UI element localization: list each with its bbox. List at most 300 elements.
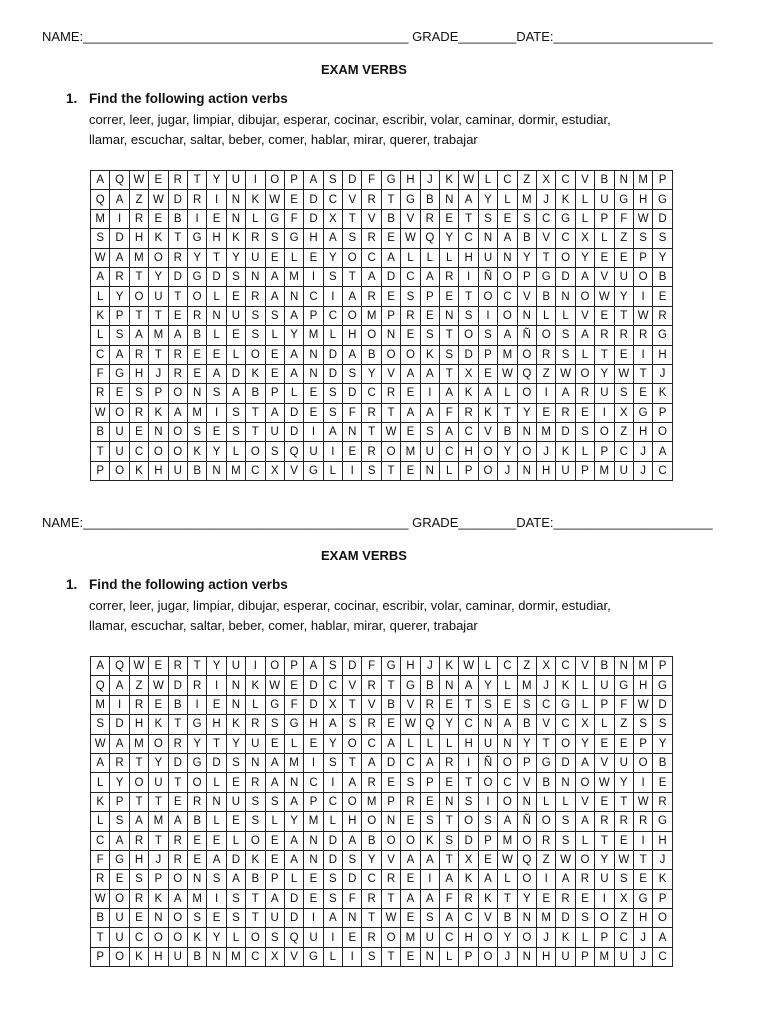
grid-cell: F (614, 209, 633, 228)
grid-cell: Y (517, 403, 536, 422)
grid-cell: S (420, 423, 439, 442)
grid-cell: E (129, 423, 148, 442)
grid-row (91, 326, 673, 345)
grid-cell: C (362, 384, 381, 403)
grid-cell: L (265, 812, 284, 831)
grid-cell: T (91, 442, 110, 461)
grid-cell: R (187, 306, 206, 325)
grid-cell: O (653, 909, 672, 928)
grid-cell: D (556, 267, 575, 286)
grid-cell: I (207, 676, 226, 695)
grid-cell: F (343, 403, 362, 422)
verb-list (89, 110, 709, 150)
grid-cell: S (556, 812, 575, 831)
grid-cell: N (149, 423, 168, 442)
grid-cell: A (343, 773, 362, 792)
grid-cell: O (498, 267, 517, 286)
grid-cell: R (614, 326, 633, 345)
grid-cell: K (556, 190, 575, 209)
grid-cell: S (207, 384, 226, 403)
grid-cell: W (381, 423, 400, 442)
grid-cell: D (381, 267, 400, 286)
grid-cell: O (265, 657, 284, 676)
grid-cell: Q (91, 190, 110, 209)
grid-cell: A (284, 831, 303, 850)
grid-cell: A (653, 928, 672, 947)
grid-cell: B (536, 287, 555, 306)
grid-cell: S (401, 287, 420, 306)
grid-cell: O (381, 928, 400, 947)
grid-cell: O (575, 287, 594, 306)
grid-cell: E (343, 442, 362, 461)
grid-cell: S (265, 229, 284, 248)
grid-cell: G (187, 715, 206, 734)
grid-cell: V (517, 773, 536, 792)
grid-cell: C (556, 229, 575, 248)
grid-cell: O (575, 850, 594, 869)
grid-cell: E (226, 812, 245, 831)
grid-cell: S (517, 209, 536, 228)
grid-cell: L (595, 229, 614, 248)
grid-cell: O (149, 928, 168, 947)
grid-cell: Y (187, 248, 206, 267)
grid-cell: B (381, 209, 400, 228)
grid-cell: M (129, 734, 148, 753)
grid-cell: R (420, 695, 439, 714)
grid-cell: G (536, 267, 555, 286)
grid-cell: N (246, 753, 265, 772)
grid-cell: V (536, 715, 555, 734)
grid-cell: C (91, 831, 110, 850)
grid-cell: L (536, 306, 555, 325)
grid-cell: I (343, 461, 362, 480)
grid-cell: T (633, 364, 652, 383)
grid-cell: A (362, 267, 381, 286)
grid-cell: U (226, 657, 245, 676)
grid-cell: I (304, 267, 323, 286)
grid-cell: W (498, 850, 517, 869)
grid-cell: M (226, 947, 245, 966)
grid-cell: L (284, 248, 303, 267)
grid-cell: D (343, 384, 362, 403)
grid-cell: I (110, 209, 129, 228)
grid-cell: N (440, 792, 459, 811)
grid-cell: O (129, 287, 148, 306)
grid-cell: R (129, 345, 148, 364)
grid-cell: E (420, 306, 439, 325)
grid-cell: T (381, 676, 400, 695)
grid-cell: M (304, 812, 323, 831)
grid-cell: P (381, 306, 400, 325)
grid-cell: U (420, 442, 439, 461)
grid-cell: W (595, 287, 614, 306)
name-grade-date-line: NAME:_____________________________________________ GRADE________DATE:______________________ (42, 29, 713, 44)
grid-cell: N (420, 461, 439, 480)
grid-cell: U (614, 461, 633, 480)
grid-cell: I (420, 384, 439, 403)
grid-cell: N (226, 190, 245, 209)
grid-cell: C (556, 171, 575, 190)
grid-cell: U (149, 773, 168, 792)
grid-cell: M (91, 695, 110, 714)
grid-cell: S (343, 364, 362, 383)
grid-cell: Y (323, 248, 342, 267)
grid-cell: H (304, 715, 323, 734)
grid-cell: K (149, 889, 168, 908)
grid-cell: L (440, 461, 459, 480)
grid-cell: E (265, 850, 284, 869)
grid-cell: O (168, 909, 187, 928)
grid-cell: S (265, 928, 284, 947)
grid-cell: S (343, 715, 362, 734)
grid-cell: I (110, 695, 129, 714)
grid-cell: C (323, 676, 342, 695)
grid-cell: R (362, 676, 381, 695)
grid-cell: V (343, 190, 362, 209)
grid-cell: T (614, 306, 633, 325)
grid-cell: K (246, 190, 265, 209)
grid-cell: E (381, 773, 400, 792)
grid-cell: W (614, 850, 633, 869)
grid-cell: X (614, 889, 633, 908)
grid-cell: U (226, 792, 245, 811)
grid-cell: B (91, 909, 110, 928)
grid-cell: O (459, 812, 478, 831)
grid-cell: N (149, 909, 168, 928)
grid-cell: H (304, 229, 323, 248)
grid-cell: D (304, 676, 323, 695)
grid-cell: E (110, 870, 129, 889)
grid-cell: E (440, 287, 459, 306)
grid-cell: U (110, 442, 129, 461)
grid-cell: Y (323, 734, 342, 753)
grid-row (91, 812, 673, 831)
grid-cell: B (498, 909, 517, 928)
grid-cell: O (246, 442, 265, 461)
grid-cell: R (653, 306, 672, 325)
grid-cell: A (420, 753, 439, 772)
grid-cell: T (207, 734, 226, 753)
grid-cell: U (110, 909, 129, 928)
grid-cell: N (478, 715, 497, 734)
grid-cell: O (517, 831, 536, 850)
grid-cell: E (304, 734, 323, 753)
grid-cell: E (207, 695, 226, 714)
grid-cell: C (614, 928, 633, 947)
grid-cell: M (149, 812, 168, 831)
grid-cell: R (362, 928, 381, 947)
grid-cell: L (246, 695, 265, 714)
grid-cell: P (149, 384, 168, 403)
grid-cell: D (168, 267, 187, 286)
grid-cell: S (362, 947, 381, 966)
grid-cell: I (595, 403, 614, 422)
grid-cell: P (653, 171, 672, 190)
grid-cell: R (187, 190, 206, 209)
grid-cell: E (575, 403, 594, 422)
grid-cell: L (595, 715, 614, 734)
grid-cell: L (401, 734, 420, 753)
grid-cell: N (420, 947, 439, 966)
grid-cell: A (343, 345, 362, 364)
grid-cell: I (323, 928, 342, 947)
grid-cell: A (440, 384, 459, 403)
grid-cell: R (362, 287, 381, 306)
grid-cell: G (284, 715, 303, 734)
grid-cell: A (129, 812, 148, 831)
grid-cell: R (168, 171, 187, 190)
grid-cell: N (498, 734, 517, 753)
grid-cell: E (168, 792, 187, 811)
grid-cell: C (362, 248, 381, 267)
grid-cell: C (459, 229, 478, 248)
grid-cell: B (653, 267, 672, 286)
grid-cell: T (168, 229, 187, 248)
grid-cell: W (129, 171, 148, 190)
grid-cell: L (478, 171, 497, 190)
grid-cell: A (265, 773, 284, 792)
grid-cell: P (304, 792, 323, 811)
grid-cell: J (420, 171, 439, 190)
grid-cell: H (653, 345, 672, 364)
grid-cell: D (168, 753, 187, 772)
grid-cell: F (362, 657, 381, 676)
grid-cell: L (536, 792, 555, 811)
grid-cell: Z (614, 229, 633, 248)
grid-cell: Y (478, 676, 497, 695)
grid-cell: H (207, 229, 226, 248)
grid-cell: Q (110, 171, 129, 190)
grid-cell: A (110, 676, 129, 695)
grid-row (91, 753, 673, 772)
grid-cell: E (343, 928, 362, 947)
grid-cell: S (343, 229, 362, 248)
grid-cell: U (226, 306, 245, 325)
grid-cell: R (168, 850, 187, 869)
grid-cell: A (168, 889, 187, 908)
grid-cell: S (478, 209, 497, 228)
grid-cell: I (459, 753, 478, 772)
grid-cell: A (91, 171, 110, 190)
grid-cell: P (478, 831, 497, 850)
grid-cell: O (168, 442, 187, 461)
grid-row (91, 715, 673, 734)
grid-cell: A (575, 267, 594, 286)
grid-cell: E (149, 171, 168, 190)
grid-cell: A (226, 384, 245, 403)
grid-cell: E (440, 773, 459, 792)
grid-cell: W (149, 190, 168, 209)
grid-cell: S (265, 442, 284, 461)
grid-cell: A (420, 403, 439, 422)
grid-cell: E (614, 248, 633, 267)
grid-cell: K (653, 384, 672, 403)
grid-cell: Ñ (517, 812, 536, 831)
grid-cell: T (246, 909, 265, 928)
grid-cell: U (614, 947, 633, 966)
grid-cell: S (575, 909, 594, 928)
grid-cell: X (614, 403, 633, 422)
grid-cell: E (187, 831, 206, 850)
grid-cell: M (517, 676, 536, 695)
grid-cell: E (478, 850, 497, 869)
grid-cell: Y (614, 287, 633, 306)
grid-cell: E (478, 364, 497, 383)
grid-cell: L (498, 676, 517, 695)
grid-cell: E (614, 345, 633, 364)
grid-cell: E (207, 345, 226, 364)
grid-cell: O (343, 734, 362, 753)
grid-cell: C (653, 947, 672, 966)
grid-cell: C (498, 657, 517, 676)
grid-cell: S (129, 870, 148, 889)
grid-cell: X (575, 229, 594, 248)
grid-cell: E (304, 889, 323, 908)
grid-cell: R (401, 306, 420, 325)
grid-cell: H (536, 461, 555, 480)
grid-cell: N (187, 384, 206, 403)
grid-cell: D (381, 753, 400, 772)
grid-cell: W (556, 850, 575, 869)
grid-cell: O (633, 267, 652, 286)
grid-cell: O (536, 326, 555, 345)
grid-cell: H (401, 171, 420, 190)
grid-cell: T (381, 190, 400, 209)
grid-cell: U (420, 928, 439, 947)
grid-cell: T (149, 792, 168, 811)
grid-cell: A (343, 287, 362, 306)
grid-cell: O (129, 773, 148, 792)
instruction-number: 1. (66, 91, 78, 106)
grid-cell: S (343, 850, 362, 869)
grid-cell: A (478, 870, 497, 889)
grid-cell: M (304, 326, 323, 345)
grid-cell: D (323, 831, 342, 850)
grid-cell: S (556, 345, 575, 364)
verb-list (89, 596, 709, 636)
grid-cell: B (187, 461, 206, 480)
grid-cell: H (343, 812, 362, 831)
grid-cell: T (129, 306, 148, 325)
grid-cell: Z (536, 850, 555, 869)
grid-cell: E (226, 326, 245, 345)
grid-cell: S (226, 267, 245, 286)
grid-cell: X (459, 850, 478, 869)
grid-cell: C (362, 734, 381, 753)
grid-cell: T (129, 753, 148, 772)
grid-cell: O (595, 909, 614, 928)
grid-cell: T (536, 734, 555, 753)
grid-cell: A (478, 384, 497, 403)
grid-row (91, 676, 673, 695)
grid-cell: E (440, 695, 459, 714)
grid-row (91, 695, 673, 714)
grid-cell: R (362, 229, 381, 248)
grid-cell: C (323, 306, 342, 325)
grid-cell: D (323, 345, 342, 364)
grid-cell: D (653, 695, 672, 714)
grid-cell: J (633, 442, 652, 461)
grid-cell: T (343, 267, 362, 286)
grid-cell: M (633, 657, 652, 676)
grid-cell: J (536, 442, 555, 461)
grid-cell: T (459, 209, 478, 228)
grid-cell: T (459, 695, 478, 714)
grid-cell: I (246, 657, 265, 676)
grid-cell: A (168, 403, 187, 422)
grid-cell: T (187, 171, 206, 190)
grid-cell: H (459, 442, 478, 461)
grid-cell: R (110, 267, 129, 286)
grid-cell: S (614, 384, 633, 403)
grid-cell: T (633, 850, 652, 869)
grid-cell: A (226, 870, 245, 889)
grid-cell: W (129, 657, 148, 676)
grid-cell: H (459, 734, 478, 753)
grid-cell: O (536, 812, 555, 831)
grid-cell: M (498, 345, 517, 364)
grid-cell: I (459, 267, 478, 286)
grid-cell: K (149, 229, 168, 248)
grid-cell: S (187, 909, 206, 928)
grid-cell: R (362, 403, 381, 422)
grid-cell: S (226, 889, 245, 908)
grid-cell: I (536, 870, 555, 889)
grid-cell: A (459, 676, 478, 695)
grid-cell: L (498, 870, 517, 889)
grid-cell: T (149, 345, 168, 364)
grid-cell: O (498, 792, 517, 811)
grid-cell: B (420, 676, 439, 695)
grid-cell: L (207, 326, 226, 345)
grid-cell: P (517, 753, 536, 772)
grid-cell: E (207, 909, 226, 928)
grid-cell: H (129, 364, 148, 383)
grid-cell: S (246, 326, 265, 345)
grid-cell: Y (498, 928, 517, 947)
grid-cell: I (478, 792, 497, 811)
grid-cell: W (401, 229, 420, 248)
grid-cell: Y (362, 364, 381, 383)
grid-cell: J (536, 928, 555, 947)
grid-cell: O (187, 287, 206, 306)
grid-row (91, 248, 673, 267)
grid-cell: S (246, 792, 265, 811)
grid-row (91, 773, 673, 792)
grid-cell: T (246, 423, 265, 442)
grid-cell: O (478, 947, 497, 966)
grid-cell: B (362, 831, 381, 850)
grid-cell: R (91, 870, 110, 889)
grid-cell: W (633, 792, 652, 811)
grid-cell: K (459, 870, 478, 889)
grid-cell: B (595, 171, 614, 190)
grid-cell: L (575, 442, 594, 461)
grid-cell: H (207, 715, 226, 734)
grid-cell: S (110, 812, 129, 831)
grid-cell: T (440, 812, 459, 831)
grid-cell: A (110, 248, 129, 267)
grid-cell: R (168, 734, 187, 753)
grid-cell: T (343, 753, 362, 772)
grid-cell: E (381, 287, 400, 306)
grid-cell: E (149, 695, 168, 714)
grid-cell: E (614, 734, 633, 753)
grid-cell: L (575, 676, 594, 695)
grid-cell: M (595, 461, 614, 480)
grid-cell: E (110, 384, 129, 403)
grid-cell: D (653, 209, 672, 228)
